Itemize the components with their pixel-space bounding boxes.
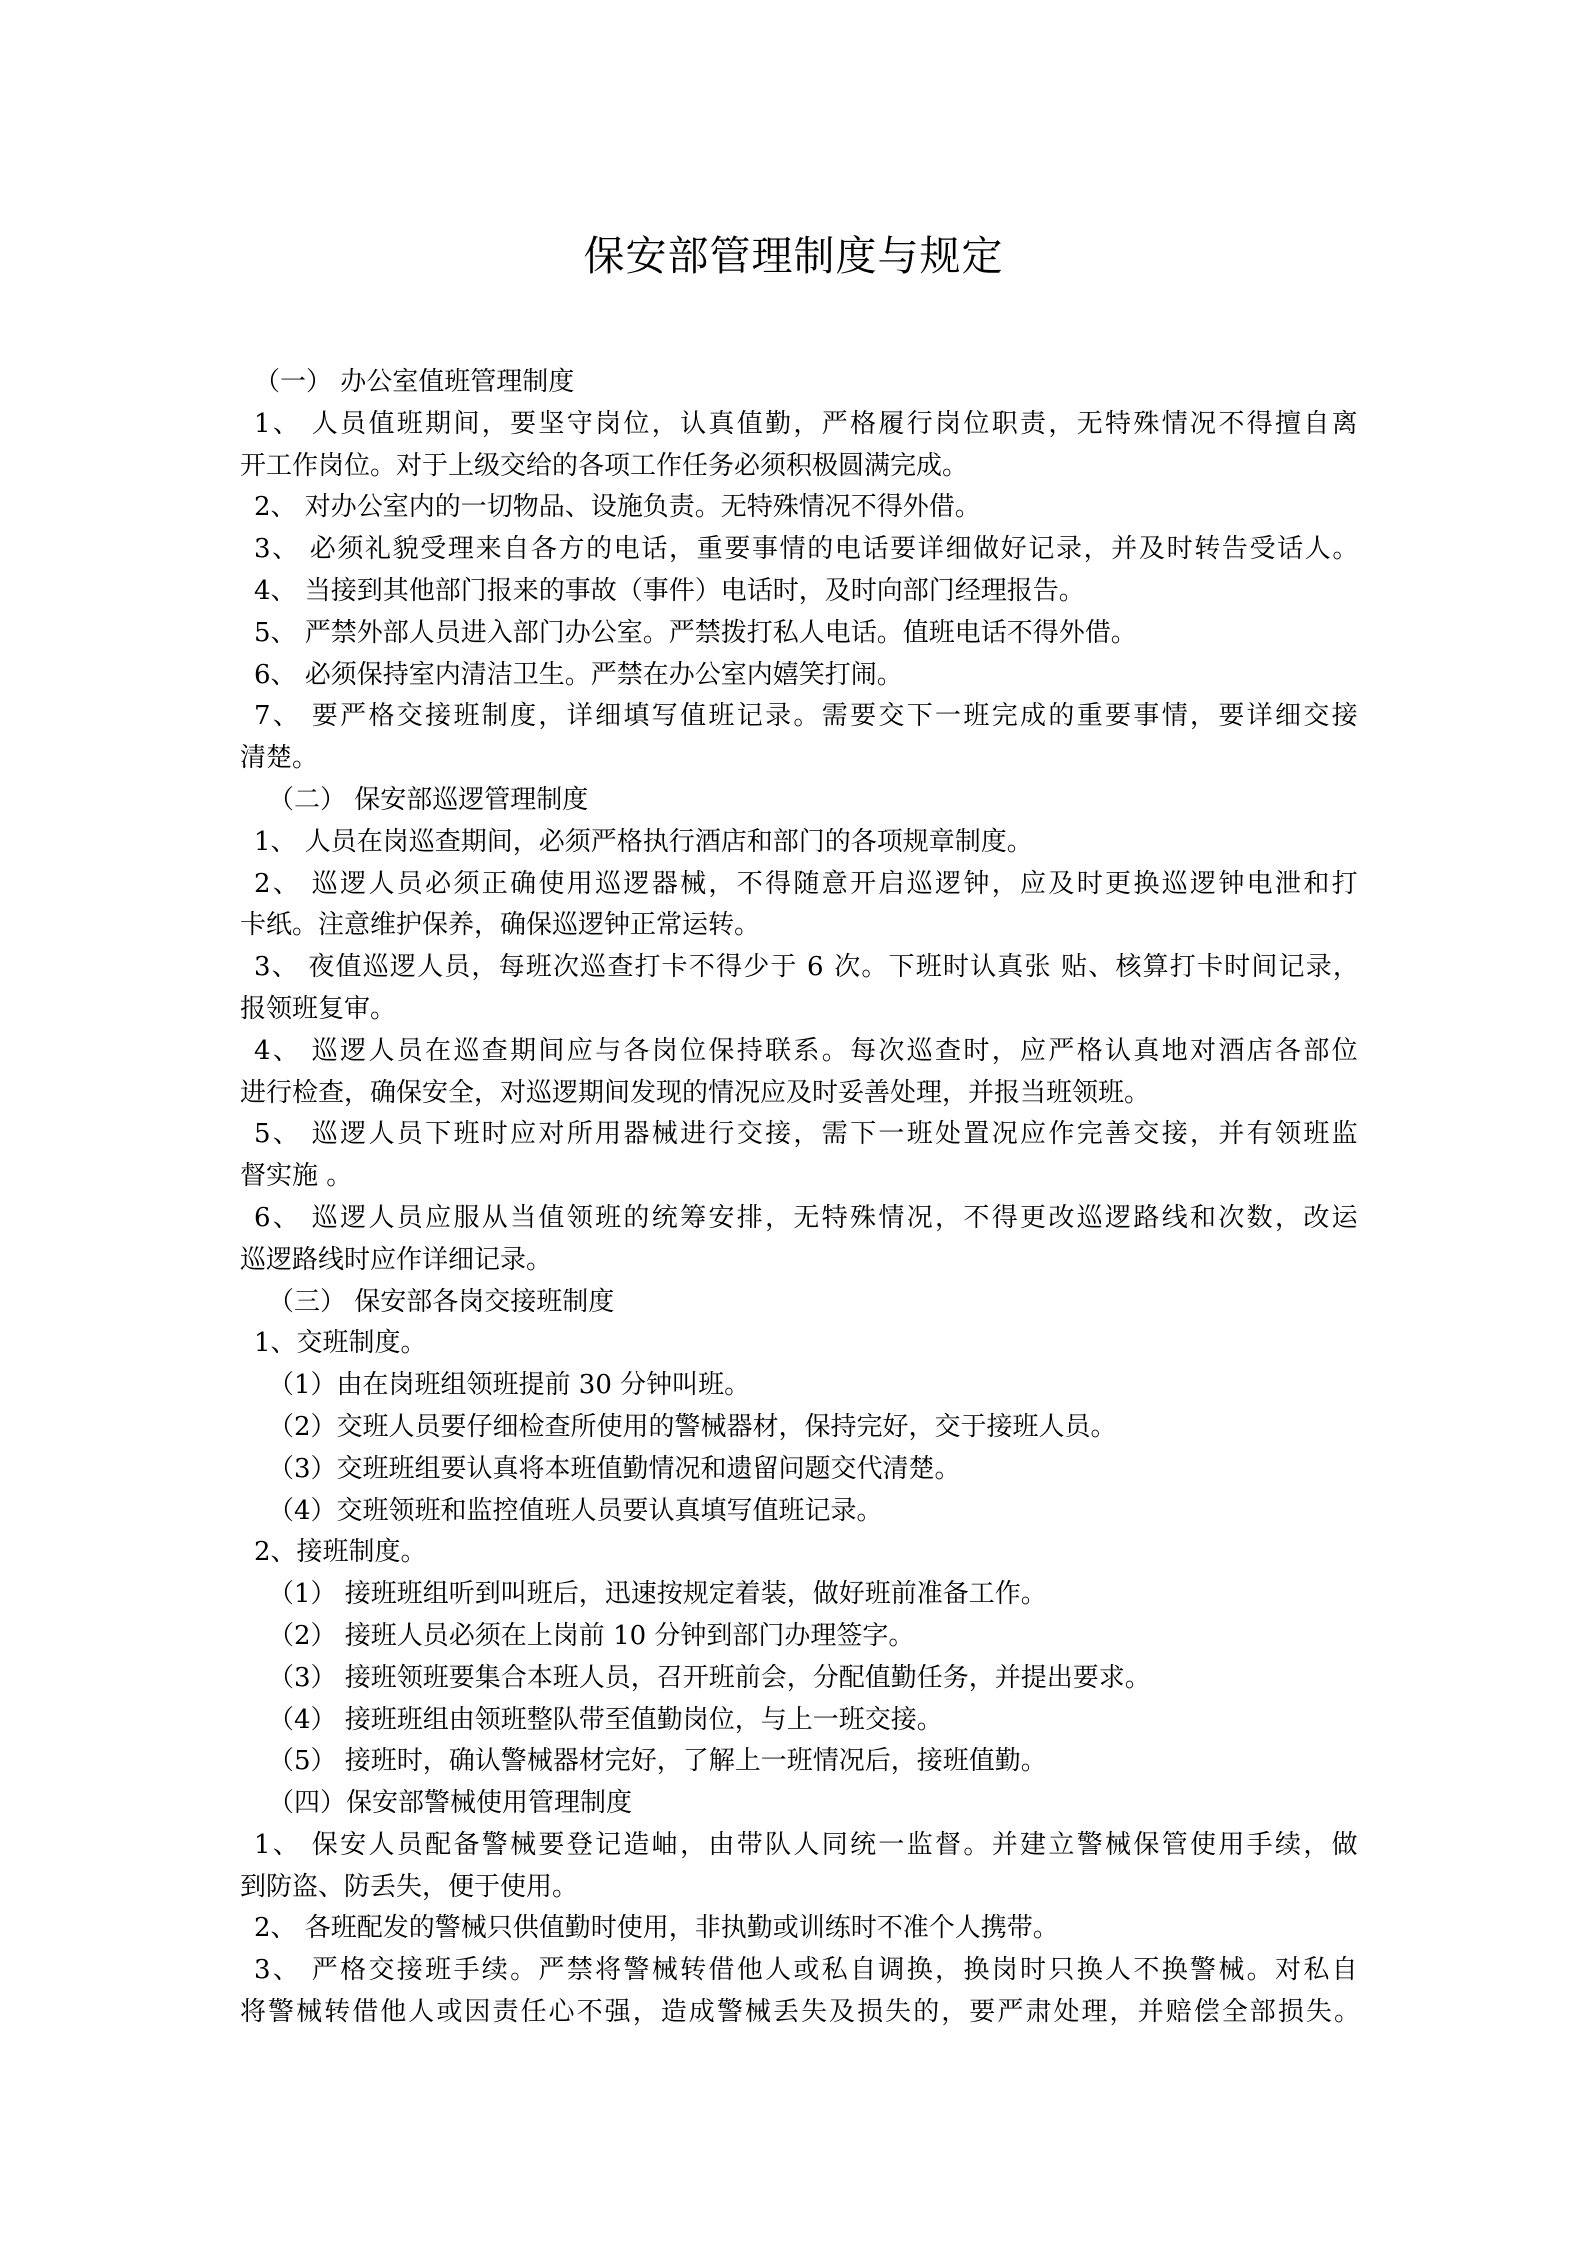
text-line [240, 1073, 1360, 1115]
text-line [240, 1574, 1360, 1616]
text-line-content: （1）由在岗班组领班提前 30 分钟叫班。 [268, 1370, 751, 1401]
text-line [240, 1365, 1360, 1407]
text-line-content: 7、 要严格交接班制度，详细填写值班记录。需要交下一班完成的重要事情，要详细交接 [254, 701, 1361, 732]
text-line-content: （2）交班人员要仔细检查所使用的警械器材，保持完好，交于接班人员。 [268, 1411, 1117, 1442]
text-line-content: 开工作岗位。对于上级交给的各项工作任务必须积极圆满完成。 [240, 450, 969, 481]
text-line [240, 571, 1360, 613]
text-line-content: 1、 人员在岗巡查期间，必须严格执行酒店和部门的各项规章制度。 [254, 826, 1033, 857]
text-line-content: （3）交班班组要认真将本班值勤情况和遗留问题交代清楚。 [268, 1453, 961, 1484]
text-line-content: 2、 各班配发的警械只供值勤时使用，非执勤或训练时不准个人携带。 [254, 1913, 1059, 1944]
text-line [240, 1783, 1360, 1825]
text-line-content: 5、 严禁外部人员进入部门办公室。严禁拨打私人电话。值班电话不得外借。 [254, 617, 1137, 648]
text-line [240, 1908, 1360, 1950]
text-line [240, 905, 1360, 947]
text-line [240, 864, 1360, 906]
text-line [240, 1741, 1360, 1783]
text-line [240, 487, 1360, 529]
text-line-content: 2、 对办公室内的一切物品、设施负责。无特殊情况不得外借。 [254, 492, 981, 523]
text-line [240, 446, 1360, 488]
text-line-content: 6、 必须保持室内清洁卫生。严禁在办公室内嬉笑打闹。 [254, 659, 903, 690]
document-body [240, 362, 1363, 2034]
text-line-content: 报领班复审。 [240, 993, 397, 1024]
text-line [240, 1323, 1360, 1365]
text-line-content: 2、 巡逻人员必须正确使用巡逻器械，不得随意开启巡逻钟，应及时更换巡逻钟电泄和打 [254, 868, 1361, 899]
text-line [240, 1240, 1360, 1282]
text-line [240, 1950, 1360, 1992]
text-line-content: 将警械转借他人或因责任心不强，造成警械丢失及损失的，要严肃处理，并赔偿全部损失。 [240, 1997, 1363, 2028]
text-line-content: 督实施 。 [240, 1161, 353, 1192]
text-line-content: （2） 接班人员必须在上岗前 10 分钟到部门办理签字。 [268, 1620, 915, 1651]
text-line-content: （三） 保安部各岗交接班制度 [268, 1286, 615, 1317]
text-line [240, 1449, 1360, 1491]
text-line-content: （一） 办公室值班管理制度 [254, 367, 575, 397]
text-line-content: （4） 接班班组由领班整队带至值勤岗位，与上一班交接。 [268, 1704, 943, 1735]
text-line [240, 822, 1360, 864]
text-line-content: 1、交班制度。 [254, 1328, 427, 1359]
text-line [240, 1491, 1360, 1533]
text-line-content: （四）保安部警械使用管理制度 [268, 1788, 633, 1819]
text-line [240, 1616, 1360, 1658]
text-line-content: 3、 严格交接班手续。严禁将警械转借他人或私自调换，换岗时只换人不换警械。对私自 [254, 1955, 1361, 1986]
text-line-content: 2、接班制度。 [254, 1537, 427, 1568]
text-line [240, 696, 1360, 738]
text-line [240, 529, 1360, 571]
text-line-content: （二） 保安部巡逻管理制度 [268, 784, 589, 815]
text-line [240, 362, 1360, 404]
text-line [240, 947, 1360, 989]
text-line [240, 1198, 1360, 1240]
text-line-content: 1、 人员值班期间，要坚守岗位，认真值勤，严格履行岗位职责，无特殊情况不得擅自离 [254, 408, 1361, 439]
document-title: 保安部管理制度与规定 [583, 232, 1004, 280]
text-line-content: 4、 当接到其他部门报来的事故（事件）电话时，及时向部门经理报告。 [254, 575, 1085, 606]
text-line [240, 613, 1360, 655]
text-line-content: 3、 夜值巡逻人员，每班次巡查打卡不得少于 6 次。下班时认真张 贴、核算打卡时间记录， [254, 952, 1361, 983]
text-line [240, 1407, 1360, 1449]
text-line [240, 1867, 1360, 1909]
text-line-content: 1、 保安人员配备警械要登记造岫，由带队人同统一监督。并建立警械保管使用手续，做 [254, 1829, 1361, 1860]
text-line-content: （4）交班领班和监控值班人员要认真填写值班记录。 [268, 1495, 883, 1526]
text-line-content: （3） 接班领班要集合本班人员，召开班前会，分配值勤任务，并提出要求。 [268, 1662, 1151, 1693]
text-line-content: 3、 必须礼貌受理来自各方的电话，重要事情的电话要详细做好记录，并及时转告受话人。 [254, 534, 1361, 565]
text-line-content: （1） 接班班组听到叫班后，迅速按规定着装，做好班前准备工作。 [268, 1579, 1047, 1610]
text-line [240, 1825, 1360, 1867]
text-line [240, 1658, 1360, 1700]
text-line-content: 清楚。 [240, 743, 319, 774]
text-line-content: （5） 接班时，确认警械器材完好，了解上一班情况后，接班值勤。 [268, 1746, 1047, 1777]
text-line-content: 卡纸。注意维护保养，确保巡逻钟正常运转。 [240, 910, 761, 941]
text-line-content: 巡逻路线时应作详细记录。 [240, 1244, 553, 1275]
text-line [240, 989, 1360, 1031]
text-line-content: 进行检查，确保安全，对巡逻期间发现的情况应及时妥善处理，并报当班领班。 [240, 1077, 1151, 1108]
text-line-content: 6、 巡逻人员应服从当值领班的统筹安排，无特殊情况，不得更改巡逻路线和次数，改运 [254, 1202, 1361, 1233]
text-line [240, 1031, 1360, 1073]
text-line [240, 1532, 1360, 1574]
text-line [240, 1156, 1360, 1198]
text-line [240, 738, 1360, 780]
text-line [240, 404, 1360, 446]
text-line [240, 780, 1360, 822]
text-line-content: 5、 巡逻人员下班时应对所用器械进行交接，需下一班处置况应作完善交接，并有领班监 [254, 1119, 1361, 1150]
text-line [240, 1992, 1363, 2034]
text-line [240, 655, 1360, 697]
text-line [240, 1282, 1360, 1324]
text-line [240, 1700, 1360, 1742]
text-line-content: 到防盗、防丢失，便于使用。 [240, 1871, 579, 1902]
text-line-content: 4、 巡逻人员在巡查期间应与各岗位保持联系。每次巡查时，应严格认真地对酒店各部位 [254, 1035, 1361, 1066]
text-line [240, 1114, 1360, 1156]
